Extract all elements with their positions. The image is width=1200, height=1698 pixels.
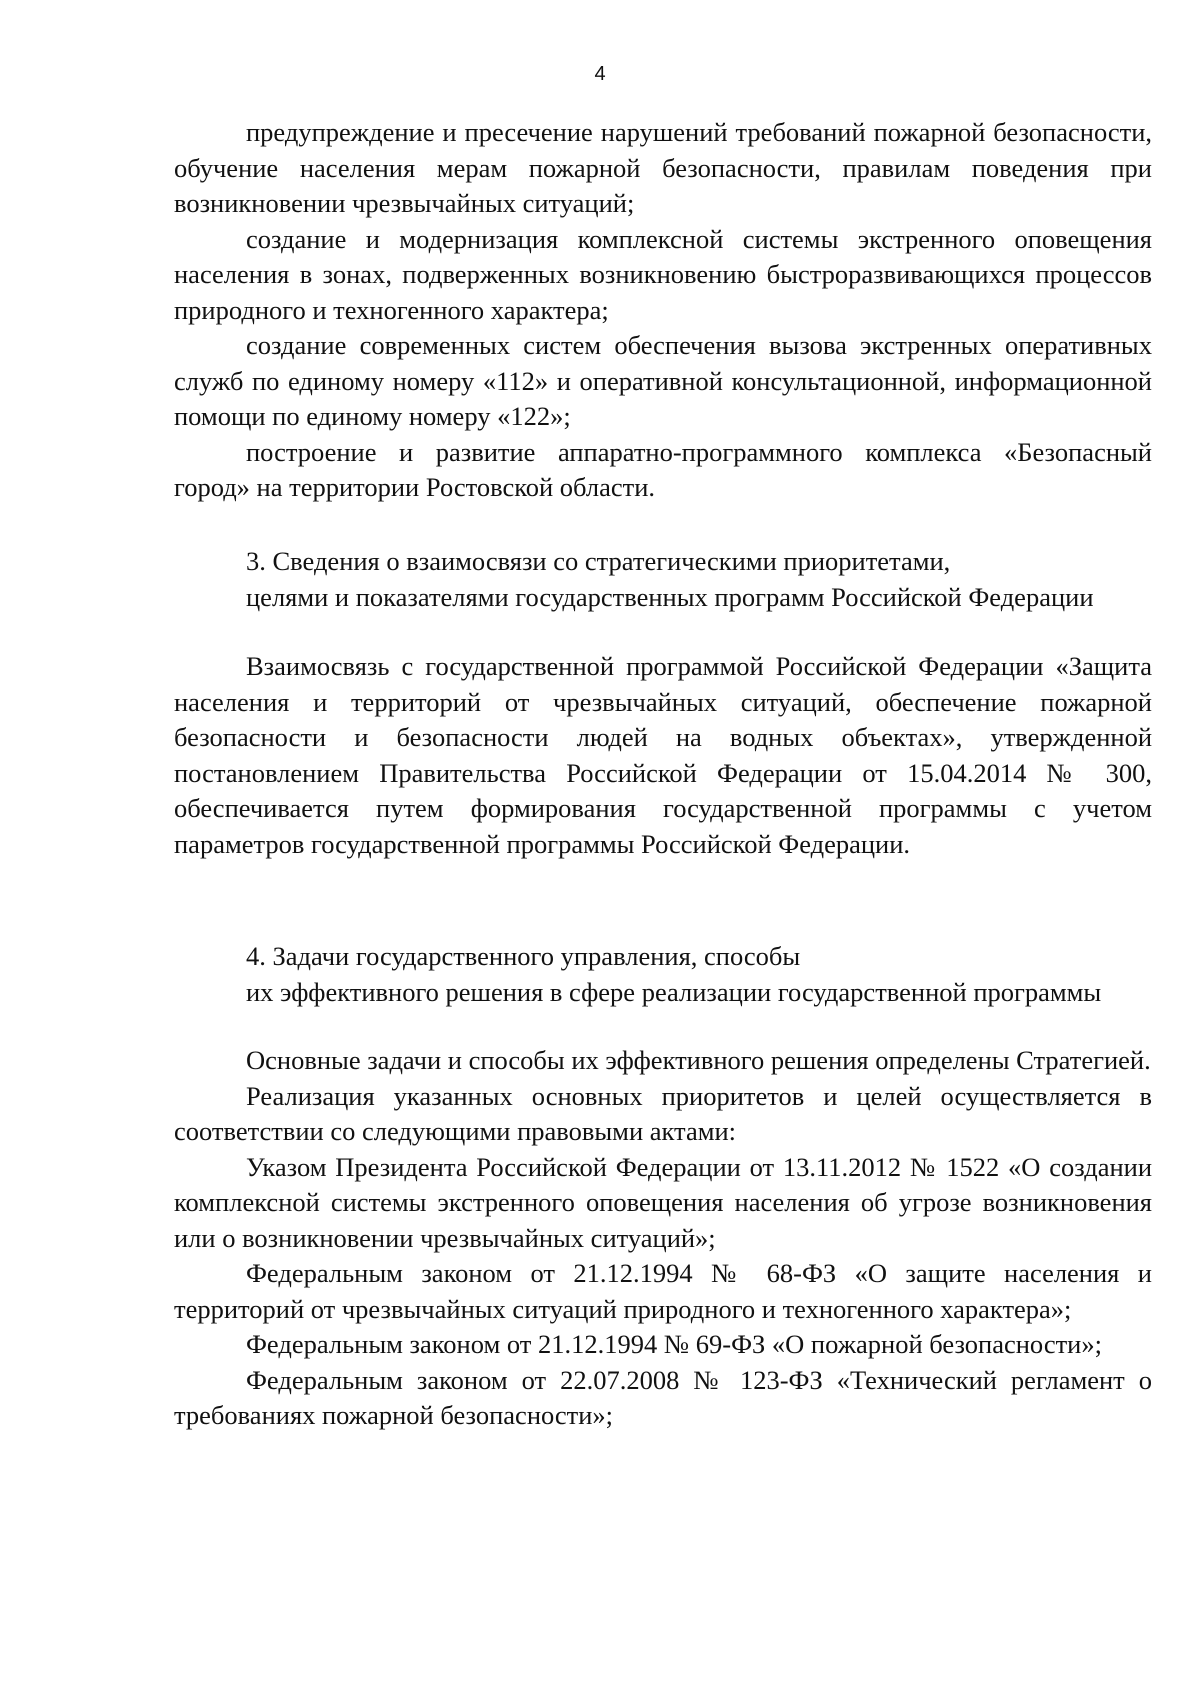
paragraph: Основные задачи и способы их эффективного решения определены Стратегией. [246, 1045, 1151, 1075]
section-3-heading [174, 544, 1152, 615]
paragraph: Взаимосвязь с государственной программой Российской Федерации «Защита населения и территорий от чрезвычайных ситуаций, обеспечение пожарной безопасности и безопасности людей на водных объектах», утвержденной постановлением Правительства Российской Федерации от 15.04.2014 № 300, обеспечивается путем формирования государственной программы с учетом параметров государственной программы Российской Федерации. [174, 651, 1152, 859]
legal-act-item: Федеральным законом от 22.07.2008 № 123-ФЗ «Технический регламент о требованиях пожарной безопасности»; [174, 1364, 1152, 1430]
section-heading-line: 4. Задачи государственного управления, способы [246, 941, 801, 971]
section-heading-line: 3. Сведения о взаимосвязи со стратегическими приоритетами, [246, 546, 951, 576]
intro-list [174, 115, 1152, 506]
paragraph: предупреждение и пресечение нарушений требований пожарной безопасности, обучение населения мерам пожарной безопасности, правилам поведения при возникновении чрезвычайных ситуаций; [174, 117, 1152, 218]
paragraph: создание и модернизация комплексной системы экстренного оповещения населения в зонах, подверженных возникновению быстроразвивающихся процессов природного и техногенного характера; [174, 223, 1152, 325]
legal-act-item: Федеральным законом от 21.12.1994 № 68-ФЗ «О защите населения и территорий от чрезвычайных ситуаций природного и техногенного характера»; [174, 1258, 1152, 1324]
section-heading-line: целями и показателями государственных программ Российской Федерации [246, 581, 1094, 612]
legal-act-item: Указом Президента Российской Федерации от 13.11.2012 № 1522 «О создании комплексной системы экстренного оповещения населения об угрозе возникновения или о возникновении чрезвычайных ситуаций»; [174, 1151, 1152, 1253]
section-4-heading [174, 939, 1152, 1010]
section-heading-line: их эффективного решения в сфере реализации государственной программы [246, 976, 1102, 1007]
paragraph: Реализация указанных основных приоритетов и целей осуществляется в соответствии со следующими правовыми актами: [174, 1080, 1152, 1146]
paragraph: создание современных систем обеспечения вызова экстренных оперативных служб по единому номеру «112» и оперативной консультационной, информационной помощи по единому номеру «122»; [174, 330, 1152, 431]
legal-act-item: Федеральным законом от 21.12.1994 № 69-ФЗ «О пожарной безопасности»; [246, 1329, 1102, 1359]
page-number: 4 [594, 63, 606, 85]
paragraph: построение и развитие аппаратно-программного комплекса «Безопасный город» на территории Ростовской области. [174, 436, 1152, 502]
section-4-body [174, 1043, 1152, 1434]
section-3-body [174, 649, 1152, 862]
